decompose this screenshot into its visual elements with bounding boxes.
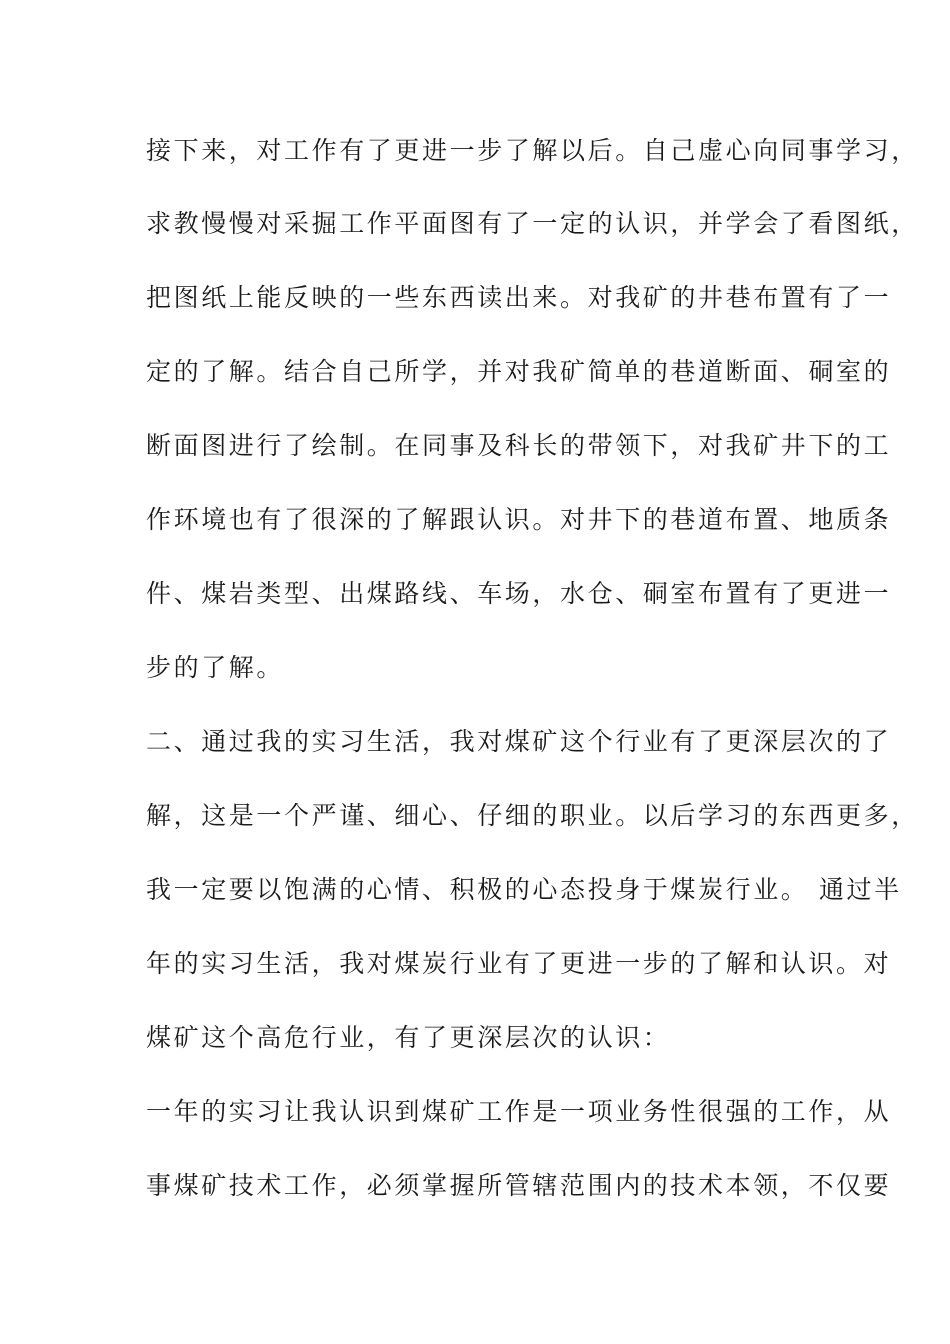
text-line: 煤矿这个高危行业，有了更深层次的认识： — [146, 1023, 671, 1052]
text-line: 我一定要以饱满的心情、积极的心态投身于煤炭行业。 通过半 — [146, 875, 902, 904]
text-line: 作环境也有了很深的了解跟认识。对井下的巷道布置、地质条 — [146, 505, 892, 534]
text-line: 事煤矿技术工作，必须掌握所管辖范围内的技术本领，不仅要 — [146, 1171, 892, 1200]
text-line: 年的实习生活，我对煤炭行业有了更进一步的了解和认识。对 — [146, 949, 892, 978]
text-line: 二、通过我的实习生活，我对煤矿这个行业有了更深层次的了 — [146, 727, 892, 756]
text-line: 把图纸上能反映的一些东西读出来。对我矿的井巷布置有了一 — [146, 283, 892, 312]
text-line: 解，这是一个严谨、细心、仔细的职业。以后学习的东西更多， — [146, 801, 919, 830]
text-line: 求教慢慢对采掘工作平面图有了一定的认识，并学会了看图纸， — [146, 209, 919, 238]
text-line: 一年的实习让我认识到煤矿工作是一项业务性很强的工作，从 — [146, 1097, 892, 1126]
text-line: 断面图进行了绘制。在同事及科长的带领下，对我矿井下的工 — [146, 431, 892, 460]
text-line: 接下来，对工作有了更进一步了解以后。自己虚心向同事学习， — [146, 136, 919, 165]
text-line: 件、煤岩类型、出煤路线、车场，水仓、硐室布置有了更进一 — [146, 579, 892, 608]
text-line: 步的了解。 — [146, 653, 285, 682]
text-line: 定的了解。结合自己所学，并对我矿简单的巷道断面、硐室的 — [146, 357, 892, 386]
